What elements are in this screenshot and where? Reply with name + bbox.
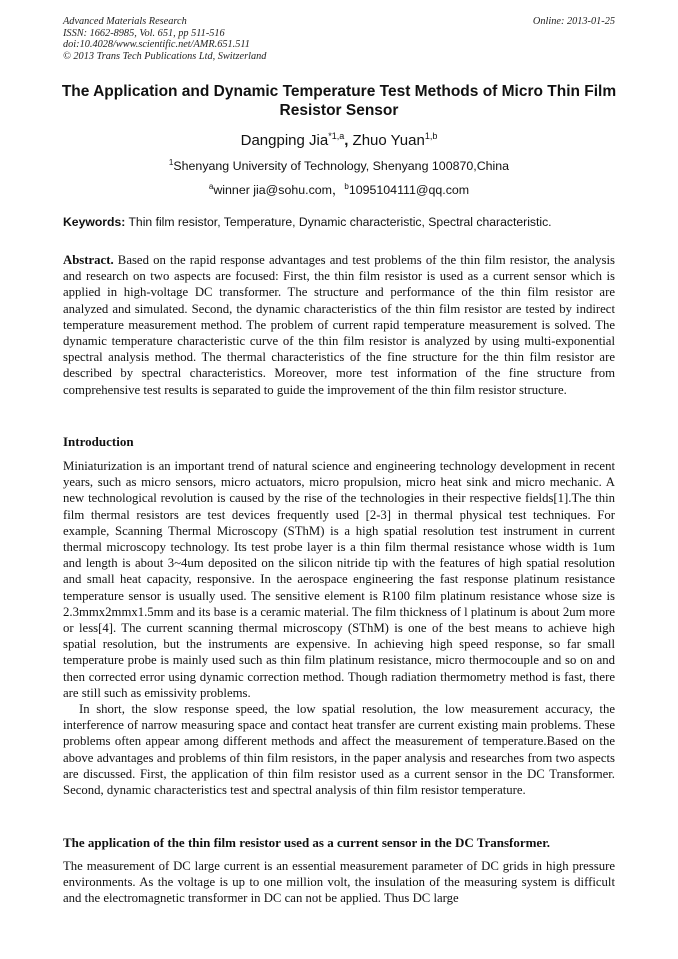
email-superscript: b (344, 182, 349, 191)
author-superscript: *1,a (328, 131, 345, 141)
author-list (40, 131, 638, 149)
journal-name: Advanced Materials Research (63, 16, 187, 27)
affiliation-text: Shenyang University of Technology, Shenyang 100870,China (173, 159, 510, 173)
author-superscript: 1,b (424, 131, 438, 141)
online-date: Online: 2013-01-25 (532, 16, 615, 27)
affiliation (40, 158, 638, 173)
abstract-label: Abstract. (63, 253, 114, 267)
author-separator: , (344, 132, 353, 149)
email-link: 1095104111@qq.com (348, 183, 470, 197)
section-heading-application: The application of the thin film resistor used as a current sensor in the DC Transformer. (63, 835, 551, 850)
journal-header (63, 16, 615, 62)
affiliation-superscript: 1 (168, 158, 174, 167)
abstract-text: Based on the rapid response advantages and test problems of the thin film resistor, the analysis and research on two aspects are focused: First, the thin film resistor is used as a current sensor which is applied in high-voltage DC transformer. The structure and performance of the thin film resistor are analyzed and simulated. Second, the dynamic characteristics of the thin film resistor are tested by indirect temperature measurement method. The problem of current rapid temperature measurement is solved. The dynamic temperature characteristic curve of the thin film resistor is analyzed by using multi-exponential spectral analysis method. The thermal characteristics of the fine structure for the thin film resistor are described by spectral characteristics. Moreover, more test information of the fine structure from comprehensive test results is separated to guide the improvement of the thin film resistor structure. (63, 253, 615, 397)
abstract (63, 252, 615, 398)
introduction-body (63, 458, 615, 798)
keywords-text: Thin film resistor, Temperature, Dynamic characteristic, Spectral characteristic. (125, 215, 552, 229)
author-name: Zhuo Yuan (352, 132, 425, 149)
issn-line: ISSN: 1662-8985, Vol. 651, pp 511-516 (63, 27, 225, 39)
email-link: winner jia@sohu.com (213, 183, 332, 197)
paragraph: Miniaturization is an important trend of natural science and engineering technology development in recent years, such as micro sensors, micro actuators, micro propulsion, micro heat sink and micro mechanic. A new technological revolution is caused by the rise of the technologies in their respective fields[1].The thin film thermal resistors are test devices frequently used [2-3] in thermal physical test techniques. For example, Scanning Thermal Microscopy (SThM) is a high spatial resolution test instrument in current thermal microscopy technology. Its test probe layer is a thin film thermal resistance whose width is 1um and length is about 3~4um deposited on the silicon nitride tip with the features of high spatial resolution and small heat capacity, responsive. In the aerospace engineering the fast response platinum resistance temperature sensor is usually used. The sensitive element is R100 film platinum resistance whose size is 2.3mmx2mmx1.5mm and its base is a ceramic material. The film thickness of l platinum is about 2um more or less[4]. The current scanning thermal microscopy (SThM) is one of the best means to achieve high spatial resolution, but the instruments are expensive. In achieving high speed response, so far small temperature probe is mainly used such as thin film platinum resistance, micro thermocouple and so on and then corrected error using dynamic correction method. Though radiation thermometry method is fast, there are still such as emissivity problems. (63, 459, 615, 700)
author-name: Dangping Jia (240, 132, 329, 149)
copyright-line: © 2013 Trans Tech Publications Ltd, Switzerland (63, 50, 267, 62)
email-superscript: a (208, 182, 214, 191)
paper-title: The Application and Dynamic Temperature Test Methods of Micro Thin Film Resistor Sensor (61, 83, 617, 119)
paragraph: The measurement of DC large current is an essential measurement parameter of DC grids in high pressure environments. As the voltage is up to one million volt, the insulation of the measuring system is difficult and the electromagnetic transformer in DC can not be applied. Thus DC large (63, 859, 615, 906)
paragraph: In short, the slow response speed, the low spatial resolution, the low measurement accuracy, the interference of narrow measuring space and contact heat transfer are current existing main problems. These problems often appear among different methods and affect the measurement of temperature.Based on the above advantages and problems of thin film resistors, in the paper analysis and researches from two aspects are discussed. First, the application of thin film resistor used as a current sensor in the DC Transformer. Second, dynamic characteristics test and spectral analysis of thin film resistor temperature. (63, 702, 615, 798)
keywords (63, 215, 623, 229)
author-emails (40, 180, 638, 198)
email-separator: ， (331, 183, 345, 197)
section-heading-introduction: Introduction (63, 434, 134, 449)
keywords-label: Keywords: (63, 215, 126, 229)
doi-line: doi:10.4028/www.scientific.net/AMR.651.511 (63, 39, 250, 51)
